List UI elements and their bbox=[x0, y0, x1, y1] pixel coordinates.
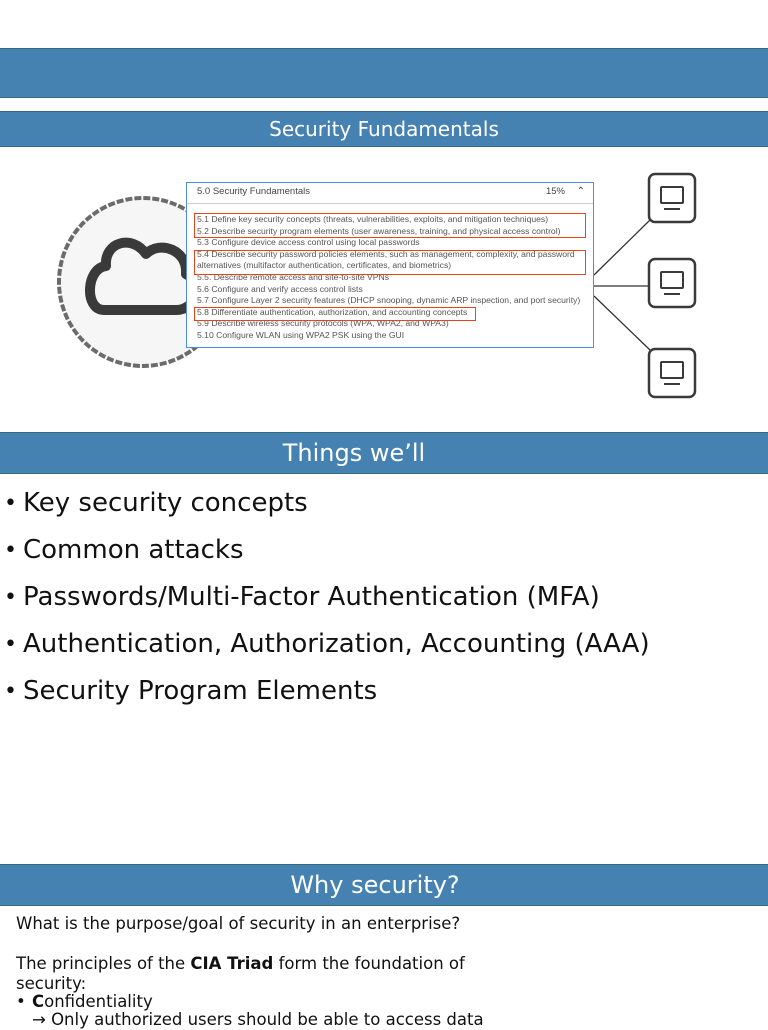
list-item bbox=[4, 527, 650, 574]
exam-topic-5-7: 5.7 Configure Layer 2 security features (DHCP snooping, dynamic ARP inspection, and port security) bbox=[197, 295, 581, 306]
why-title: Why security? bbox=[290, 871, 460, 899]
list-item-text: Authentication, Authorization, Accounting (AAA) bbox=[23, 629, 650, 659]
exam-topic-5-6: 5.6 Configure and verify access control lists bbox=[197, 283, 363, 294]
bullet-icon: • bbox=[4, 538, 17, 563]
link-line-bottom bbox=[594, 296, 650, 350]
highlight-box-topics-5-1-5-2 bbox=[194, 213, 586, 238]
cia-intro-suffix: form the foundation of security: bbox=[16, 954, 465, 993]
list-item bbox=[4, 480, 650, 527]
list-item bbox=[4, 668, 650, 715]
list-item-text: Key security concepts bbox=[23, 488, 308, 518]
section-title-band bbox=[0, 111, 768, 147]
computer-icon-top bbox=[649, 174, 695, 222]
cia-intro-prefix: The principles of the bbox=[16, 954, 191, 973]
list-item-text: Common attacks bbox=[23, 535, 244, 565]
exam-topics-title: 5.0 Security Fundamentals bbox=[197, 186, 311, 197]
slide-header-band bbox=[0, 48, 768, 98]
computer-icon-middle bbox=[649, 259, 695, 307]
list-item bbox=[4, 574, 650, 621]
exam-topic-5-8: 5.8 Differentiate authentication, authorization, and accounting concepts bbox=[197, 306, 468, 317]
section-title: Security Fundamentals bbox=[269, 117, 499, 141]
exam-topic-5-5: 5.5. Describe remote access and site-to-site VPNs bbox=[197, 271, 390, 282]
exam-topic-5-2: 5.2 Describe security program elements (user awareness, training, and physical access control) bbox=[197, 225, 561, 236]
exam-topics-header bbox=[187, 183, 593, 204]
exam-topic-5-10: 5.10 Configure WLAN using WPA2 PSK using the GUI bbox=[197, 329, 405, 340]
bullet-icon: • bbox=[4, 585, 17, 610]
link-line-top bbox=[594, 220, 650, 275]
bullet-icon: • bbox=[4, 632, 17, 657]
topics-bullet-list bbox=[4, 480, 650, 715]
bullet-icon: • bbox=[4, 491, 17, 516]
exam-topic-5-3: 5.3 Configure device access control using local passwords bbox=[197, 237, 420, 248]
highlight-box-topic-5-8 bbox=[194, 307, 476, 321]
list-item bbox=[4, 621, 650, 668]
cia-intro bbox=[16, 954, 536, 994]
why-security-body bbox=[16, 914, 536, 1030]
exam-topic-5-4: 5.4 Describe security password policies elements, such as management, complexity, and password bbox=[197, 248, 575, 259]
things-title: Things we’ll bbox=[282, 439, 426, 467]
exam-topics-panel bbox=[186, 182, 594, 348]
chevron-up-icon[interactable]: ⌃ bbox=[576, 186, 585, 197]
bullet-icon: • bbox=[4, 679, 17, 704]
exam-topic-5-4-cont: alternatives (multifactor authentication, certificates, and biometrics) bbox=[197, 260, 452, 271]
cia-term-rest: onfidentiality bbox=[44, 992, 153, 1011]
cia-triad-term: CIA Triad bbox=[190, 954, 274, 973]
exam-topic-5-1: 5.1 Define key security concepts (threats, vulnerabilities, exploits, and mitigation techniques) bbox=[197, 214, 549, 224]
cia-initial: C bbox=[32, 992, 45, 1011]
list-item-text: Security Program Elements bbox=[23, 676, 378, 706]
highlight-box-topic-5-4 bbox=[194, 250, 586, 275]
cia-detail: → Only authorized users should be able to access data bbox=[32, 1010, 484, 1029]
cia-list bbox=[16, 994, 536, 1010]
exam-weight: 15% bbox=[545, 186, 565, 197]
why-title-band bbox=[0, 864, 768, 906]
cia-item-confidentiality bbox=[16, 994, 536, 1010]
purpose-question: What is the purpose/goal of security in an enterprise? bbox=[16, 914, 461, 933]
things-title-band bbox=[0, 432, 768, 474]
security-figure bbox=[0, 150, 768, 420]
list-item-text: Passwords/Multi-Factor Authentication (MFA) bbox=[23, 582, 600, 612]
computer-icon-bottom bbox=[649, 349, 695, 397]
exam-topic-5-9: 5.9 Describe wireless security protocols (WPA, WPA2, and WPA3) bbox=[197, 318, 449, 329]
